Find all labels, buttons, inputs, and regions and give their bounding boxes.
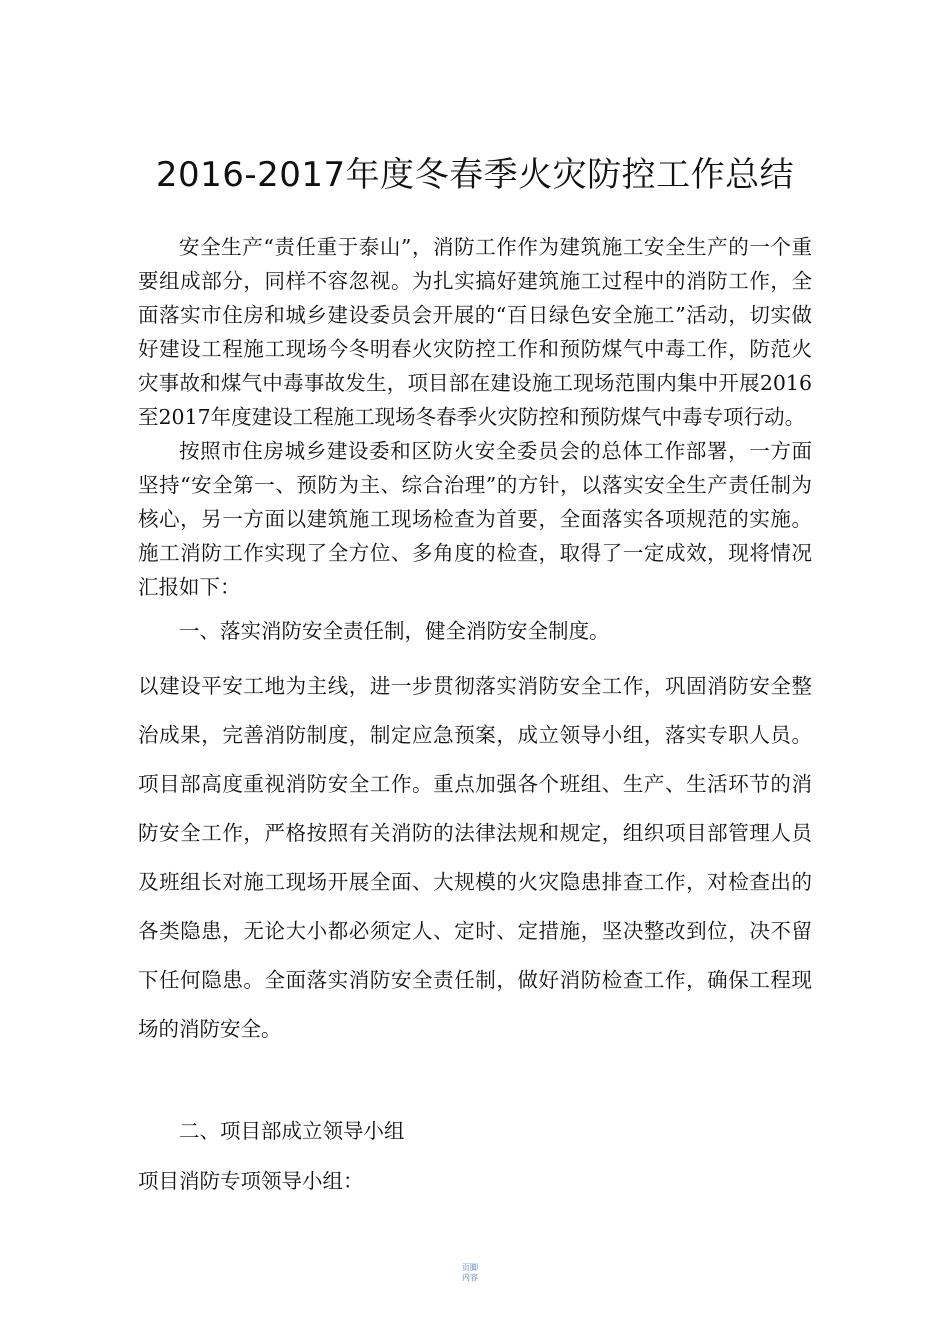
section-heading-1: 一、落实消防安全责任制，健全消防安全制度。: [179, 619, 610, 643]
paragraph-section-1: 以建设平安工地为主线，进一步贯彻落实消防安全工作，巩固消防安全整治成果，完善消防制度，制定应急预案，成立领导小组，落实专职人员。项目部高度重视消防安全工作。重点加强各个班组、生产、生活环节的消防安全工作，严格按照有关消防的法律法规和规定，组织项目部管理人员及班组长对施工现场开展全面、大规模的火灾隐患排查工作，对检查出的各类隐患，无论大小都必须定人、定时、定措施，坚决整改到位，决不留下任何隐患。全面落实消防安全责任制，做好消防检查工作，确保工程现场的消防安全。: [138, 674, 812, 1041]
paragraph-leadership-group: 项目消防专项领导小组：: [138, 1169, 364, 1193]
paragraph-intro: 安全生产“责任重于泰山”，消防工作作为建筑施工安全生产的一个重要组成部分，同样不容忽视。为扎实搞好建筑施工过程中的消防工作，全面落实市住房和城乡建设委员会开展的“百日绿色安全施工”活动，切实做好建设工程施工现场今冬明春火灾防控工作和预防煤气中毒工作，防范火灾事故和煤气中毒事故发生，项目部在建设施工现场范围内集中开展2016至2017年度建设工程施工现场冬春季火灾防控和预防煤气中毒专项行动。: [138, 235, 812, 429]
section-heading-2: 二、项目部成立领导小组: [179, 1119, 405, 1143]
footer-line: 内容: [462, 1273, 478, 1282]
document-title: 2016-2017年度冬春季火灾防控工作总结: [155, 155, 795, 195]
document-body: [138, 230, 812, 1198]
paragraph-deployment: 按照市住房城乡建设委和区防火安全委员会的总体工作部署，一方面坚持“安全第一、预防为主、综合治理”的方针，以落实安全生产责任制为核心，另一方面以建筑施工现场检查为首要，全面落实各项规范的实施。施工消防工作实现了全方位、多角度的检查，取得了一定成效，现将情况汇报如下：: [138, 439, 812, 599]
footer-line: 页脚: [462, 1263, 478, 1272]
page-footer: [455, 1263, 485, 1283]
